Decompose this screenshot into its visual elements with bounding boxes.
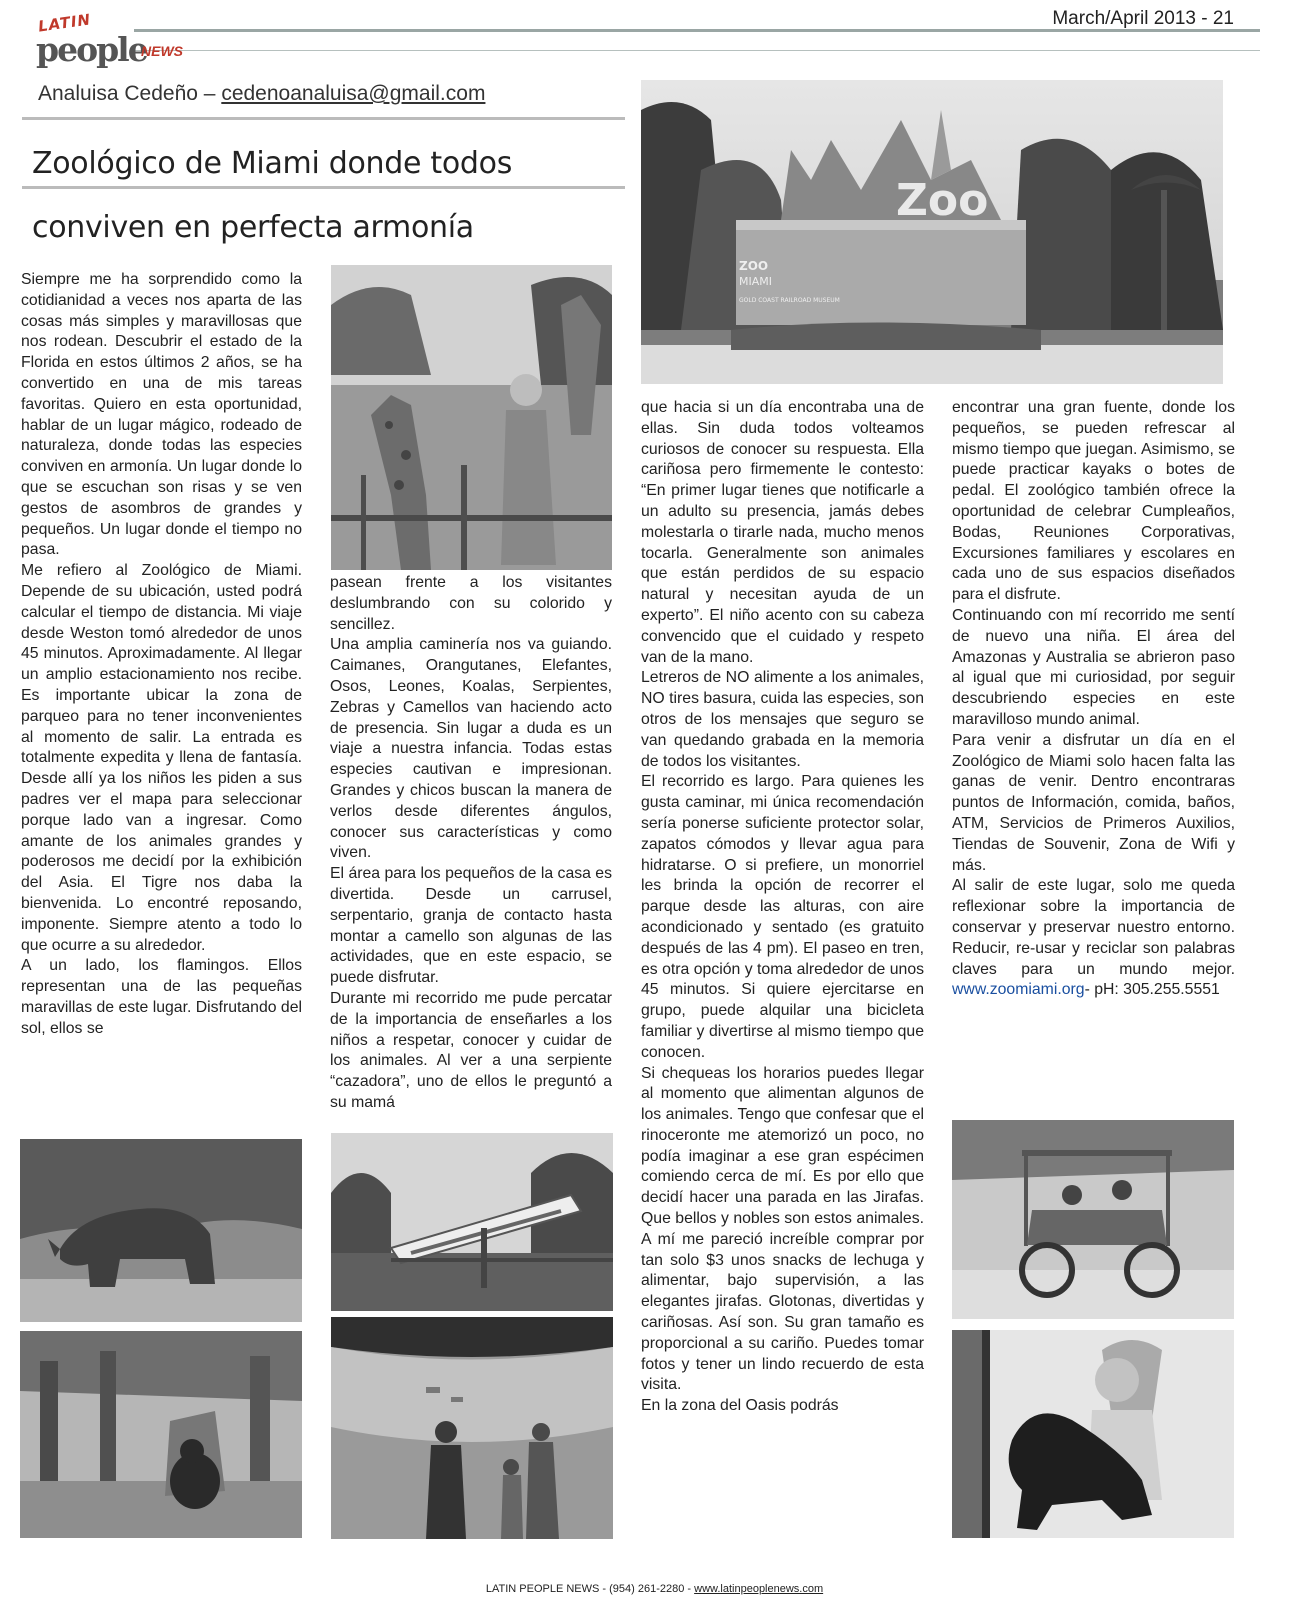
paragraph: El área para los pequeños de la casa es divertida. Desde un carrusel, serpentario, granja de contacto hasta montar a camello son algunas de las actividades, que en este espacio, se puede disfrutar. <box>330 865 612 987</box>
paragraph: encontrar una gran fuente, donde los pequeños, se pueden refrescar al mismo tiempo que juegan. Asimismo, se puede practicar kayaks o botes de pedal. El zoológico también ofrece la oportunidad de celebrar Cumpleaños, Bodas, Reuniones Corporativas, Excursiones familiares y escolares en cada uno de sus espacios diseñados para el disfrute. <box>952 399 1235 604</box>
footer-website-link[interactable]: www.latinpeoplenews.com <box>694 1583 824 1595</box>
author-name: Analuisa Cedeño – <box>38 82 222 105</box>
paragraph: Letreros de NO alimente a los animales, NO tires basura, cuida las especies, son otros de los mensajes que seguro se van quedando grabada en la memoria de todos los visitantes. <box>641 669 924 770</box>
paragraph: Una amplia caminería nos va guiando. Caimanes, Orangutanes, Elefantes, Osos, Leones, Koalas, Serpientes, Zebras y Camellos van haciendo acto de presencia. Sin lugar a duda es un viaje a nuestra infancia. Todas estas especies cautivan e impresionan. Grandes y chicos buscan la manera de verlos desde diferentes ángulos, conocer sus características y como viven. <box>330 636 612 862</box>
petting-zoo-photo <box>952 1330 1234 1538</box>
paragraph: Siempre me ha sorprendido como la cotidianidad a veces nos aparta de las cosas más simples y maravillosas que nos rodean. Descubrir el estado de la Florida en estos últimos 2 años, se ha convertido en una de mis tareas favoritas. Quiero en esta oportunidad, hablar de un lugar mágico, rodeado de naturaleza, donde todas las especies conviven en armonía. Un lugar donde lo que se escuchan son risas y se ven gestos de asombros de grandes y pequeños. Un lugar donde el tiempo no pasa. <box>21 271 302 559</box>
phone-text: - pH: 305.255.5551 <box>1084 981 1220 999</box>
zoo-entrance-photo <box>641 80 1223 384</box>
rhino-photo <box>20 1139 302 1322</box>
author-byline <box>38 82 485 106</box>
zoo-sign-miami: MIAMI <box>739 275 772 288</box>
paragraph: Si chequeas los horarios puedes llegar al momento que alimentan algunos de los animales. Tengo que confesar que el rinoceronte me atemorizó un poco, no podía imaginar a ese gran espécimen comiendo cerca de mí. Es por ello que decidí hacer una parada en las Jirafas. Que bellos y nobles son estos animales. A mí me pareció increíble comprar por tan solo $3 unos snacks de lechuga y alimentar, bajo supervisión, a las elegantes jirafas. Glotonas, divertidas y cariñosas. Así son. Su gran tamaño es proporcional a su cariño. Puedes tomar fotos y tener un lindo recuerdo de esta visita. <box>641 1064 924 1394</box>
giraffe-feeding-photo <box>331 265 612 570</box>
zoo-sign-small: ZOO <box>739 259 769 273</box>
article-title-line1: Zoológico de Miami donde todos <box>32 146 513 181</box>
byline-rule <box>22 117 625 120</box>
paragraph: pasean frente a los visitantes deslumbrando con su colorido y sencillez. <box>330 574 612 633</box>
footer-text: LATIN PEOPLE NEWS - (954) 261-2280 - <box>485 1583 695 1595</box>
paragraph: Continuando con mí recorrido me sentí de nuevo una niña. El área del Amazonas y Australia se abrieron paso al igual que mi curiosidad, por seguir descubriendo especies en este maravilloso mundo animal. <box>952 606 1235 728</box>
author-email-link[interactable]: cedenoanaluisa@gmail.com <box>221 82 486 105</box>
article-column-2 <box>330 573 612 1114</box>
article-column-4 <box>952 398 1235 1001</box>
article-column-3 <box>641 398 924 1417</box>
paragraph: que hacia si un día encontraba una de ellas. Sin duda todos volteamos curiosos de conocer su respuesta. Ella cariñosa pero firmemente le contesto: “En primer lugar tienes que notificarle a un adulto su presencia, jamás debes molestarla o tirarle nada, mucho menos tocarla. Generalmente son animales que están perdidos de su espacio natural y necesitan ayuda de un experto”. El niño acento con su cabeza convencido que el cuidado y respeto van de la mano. <box>641 399 924 666</box>
paragraph: Me refiero al Zoológico de Miami. Depende de su ubicación, usted podrá calcular el tiempo de distancia. Mi viaje desde Weston tomó alrededor de unos 45 minutos. Aproximadamente. Al llegar un amplio estacionamiento nos recibe. Es importante ubicar la zona de parqueo para no tener inconvenientes al momento de salir. La entrada es totalmente expedita y llena de fantasía. Desde allí ya los niños les piden a sus padres ver el mapa para seleccionar porque lado van a ingresar. Como amante de los animales grandes y poderosos me decidí por la exhibición del Asia. El Tigre nos daba la bienvenida. Lo encontré reposando, imponente. Siempre atento a todo lo que ocurre a su alrededor. <box>21 562 302 954</box>
monorail-photo <box>331 1133 613 1311</box>
paragraph <box>952 876 1235 1001</box>
aquarium-photo <box>331 1317 613 1539</box>
zoomiami-link[interactable]: www.zoomiami.org <box>952 981 1085 999</box>
header-rule-thin <box>134 50 1260 51</box>
paragraph: En la zona del Oasis podrás <box>641 1397 839 1415</box>
zoo-sign-word: Zoo <box>896 175 989 226</box>
logo-latin: LATIN <box>37 10 93 36</box>
header-rule <box>134 29 1260 32</box>
title-rule <box>22 186 625 189</box>
page-footer <box>0 1583 1309 1595</box>
paragraph: A un lado, los flamingos. Ellos representan una de las pequeñas maravillas de este lugar. Disfrutando del sol, ellos se <box>21 957 302 1037</box>
gorilla-photo <box>20 1331 302 1538</box>
surrey-bike-photo <box>952 1120 1234 1319</box>
article-column-1 <box>21 270 302 1039</box>
issue-date: March/April 2013 - 21 <box>1052 8 1234 29</box>
paragraph: Para venir a disfrutar un día en el Zoológico de Miami solo hacen falta las ganas de venir. Dentro encontraras puntos de Información, comida, baños, ATM, Servicios de Primeros Auxilios, Tiendas de Souvenir, Zona de Wifi y más. <box>952 731 1235 874</box>
article-title-line2: conviven en perfecta armonía <box>32 210 474 245</box>
paragraph: Durante mi recorrido me pude percatar de la importancia de enseñarles a los niños a respetar, conocer y cuidar de los animales. Al ver a una serpiente “cazadora”, uno de ellos le preguntó a su mamá <box>330 989 612 1111</box>
zoo-sign-museum: GOLD COAST RAILROAD MUSEUM <box>739 297 840 304</box>
logo-news: NEWS <box>141 43 183 59</box>
logo-people: people <box>36 30 147 69</box>
paragraph: El recorrido es largo. Para quienes les gusta caminar, mi única recomendación sería ponerse suficiente protector solar, zapatos cómodos y llevar agua para hidratarse. O si prefiere, un monorriel les brinda la opción de recorrer el parque desde las alturas, con aire acondicionado y sentado (es gratuito después de las 4 pm). El paseo en tren, es otra opción y toma alrededor de unos 45 minutos. Si quiere ejercitarse en grupo, puede alquilar una bicicleta familiar y divertirse al mismo tiempo que conocen. <box>641 773 924 1061</box>
paragraph-text: Al salir de este lugar, solo me queda reflexionar sobre la importancia de conservar y preservar nuestro entorno. Reducir, re-usar y reciclar son palabras claves para un mundo mejor. <box>952 877 1235 978</box>
